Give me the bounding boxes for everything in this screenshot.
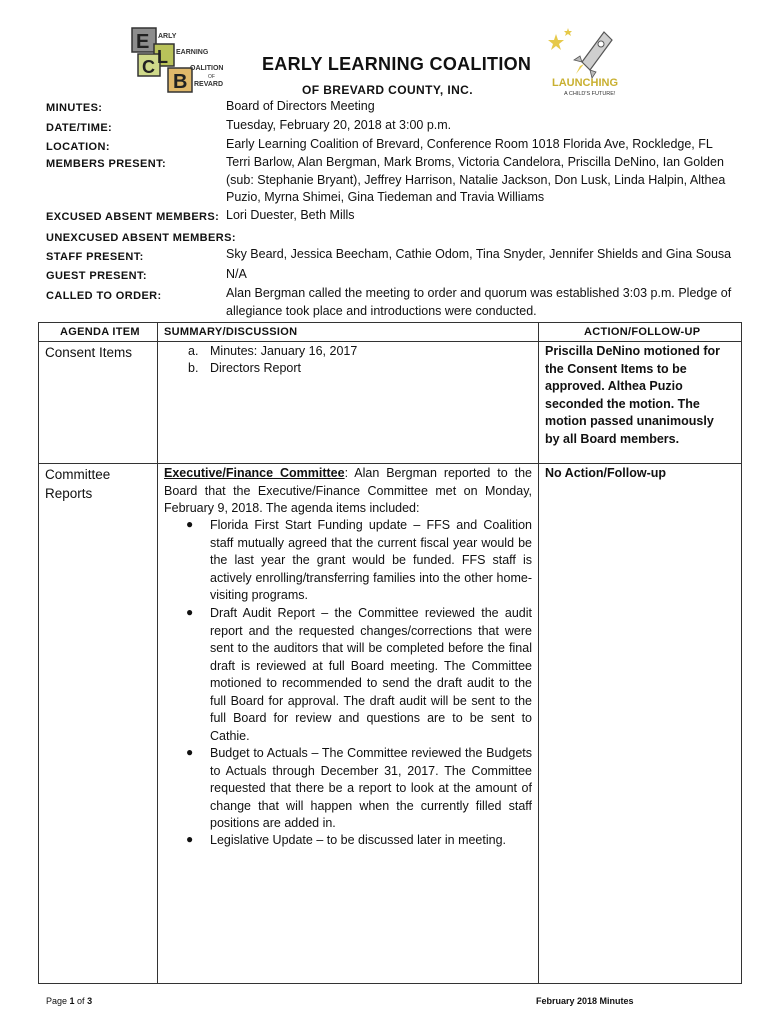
guest-present-value: N/A (226, 267, 247, 281)
bullet-icon: ● (186, 745, 194, 759)
svg-text:REVARD: REVARD (194, 81, 224, 88)
date-time-value: Tuesday, February 20, 2018 at 3:00 p.m. (226, 118, 452, 132)
unexcused-absent-label: UNEXCUSED ABSENT MEMBERS: (46, 232, 236, 244)
members-present-label: MEMBERS PRESENT: (46, 158, 167, 170)
bullet-legislative-update: Legislative Update – to be discussed later in meeting. (210, 833, 507, 847)
minutes-label: MINUTES: (46, 102, 103, 114)
org-subtitle: OF BREVARD COUNTY, INC. (302, 83, 473, 97)
staff-present-value: Sky Beard, Jessica Beecham, Cathie Odom, Tina Snyder, Jennifer Shields and Gina Sousa (226, 247, 732, 261)
location-value: Early Learning Coalition of Brevard, Conference Room 1018 Florida Ave, Rockledge, FL (226, 137, 713, 151)
svg-text:EARNING: EARNING (176, 49, 209, 56)
bullet-icon: ● (186, 605, 194, 619)
agenda-item-consent: Consent Items (45, 345, 133, 360)
bullet-icon: ● (186, 832, 194, 846)
page-of: of (74, 996, 88, 1006)
page-current: 1 (69, 996, 75, 1006)
excused-absent-value: Lori Duester, Beth Mills (226, 208, 355, 222)
table-divider (538, 322, 539, 984)
location-label: LOCATION: (46, 141, 110, 153)
svg-text:L: L (157, 47, 168, 67)
committee-action: No Action/Follow-up (545, 466, 667, 480)
table-divider (157, 322, 158, 984)
col-header-action: ACTION/FOLLOW-UP (584, 326, 701, 338)
launching-rocket-logo (546, 26, 624, 98)
table-divider (38, 463, 742, 464)
org-title: EARLY LEARNING COALITION (262, 54, 532, 74)
svg-text:LAUNCHING: LAUNCHING (552, 77, 618, 89)
page-total: 3 (87, 996, 93, 1006)
svg-text:ARLY: ARLY (158, 33, 177, 40)
page-number (46, 996, 92, 1006)
consent-item-directors-report: Directors Report (210, 361, 301, 375)
committee-heading: Executive/Finance Committee (164, 466, 345, 480)
svg-text:A CHILD'S FUTURE!: A CHILD'S FUTURE! (564, 91, 616, 97)
svg-text:E: E (136, 31, 150, 53)
consent-item-minutes: Minutes: January 16, 2017 (210, 344, 358, 358)
bullet-draft-audit: Draft Audit Report – the Committee reviewed the audit report and the requested changes/corrections that were sent to the auditors that will be completed before the final draft is reviewed at full Board meeting. The Committee motioned to recommended to send the draft audit to the full Board for approval. The draft audit will be sent to the full Board for review and questions are to be sent to Cathie. (210, 606, 532, 743)
bullet-budget-actuals: Budget to Actuals – The Committee reviewed the Budgets to Actuals through December 31, 2017. The Committee requested that there be a report to look at the amount of change that will happen when the currently filled staff positions are added in. (210, 746, 532, 830)
page-prefix: Page (46, 996, 70, 1006)
members-present-value: Terri Barlow, Alan Bergman, Mark Broms, Victoria Candelora, Priscilla DeNino, Ian Golden (sub: Stephanie Bryant), Jeffrey Harrison, Natalie Jackson, Don Lusk, Linda Halpin, Althea Puzio, Myrna Shimei, Gina Tiedeman and Travia Williams (226, 155, 726, 204)
called-to-order-label: CALLED TO ORDER: (46, 290, 162, 302)
elc-brevard-logo (128, 24, 240, 94)
committee-intro: : Alan Bergman reported to the Board that the Executive/Finance Committee met on Monday, February 9, 2018. The agenda items included: (164, 466, 532, 515)
svg-text:OALITION: OALITION (190, 65, 224, 72)
agenda-item-committee-reports: Committee Reports (45, 467, 111, 501)
date-time-label: DATE/TIME: (46, 122, 113, 134)
consent-action: Priscilla DeNino motioned for the Consent Items to be approved. Althea Puzio seconded the motion. The motion passed unanimously by all Board members. (545, 344, 721, 446)
svg-text:B: B (173, 71, 188, 93)
footer-title: February 2018 Minutes (536, 996, 634, 1006)
svg-text:C: C (142, 57, 155, 77)
staff-present-label: STAFF PRESENT: (46, 251, 144, 263)
col-header-summary: SUMMARY/DISCUSSION (164, 326, 298, 338)
list-marker: b. (188, 361, 199, 375)
minutes-value: Board of Directors Meeting (226, 99, 375, 113)
excused-absent-label: EXCUSED ABSENT MEMBERS: (46, 211, 220, 223)
col-header-agenda-item: AGENDA ITEM (60, 326, 140, 338)
list-marker: a. (188, 344, 199, 358)
bullet-icon: ● (186, 517, 194, 531)
svg-text:OF: OF (208, 74, 215, 80)
table-divider (38, 341, 742, 342)
guest-present-label: GUEST PRESENT: (46, 270, 147, 282)
called-to-order-value: Alan Bergman called the meeting to order and quorum was established 3:03 p.m. Pledge of allegiance took place and introductions were conducted. (226, 286, 732, 318)
bullet-ffs-funding: Florida First Start Funding update – FFS and Coalition staff mutually agreed that the current fiscal year would be the last year the grant would be funded. FFS staff is actively enrolling/transferring families into the other home-visiting programs. (210, 518, 532, 602)
committee-summary (164, 465, 532, 518)
